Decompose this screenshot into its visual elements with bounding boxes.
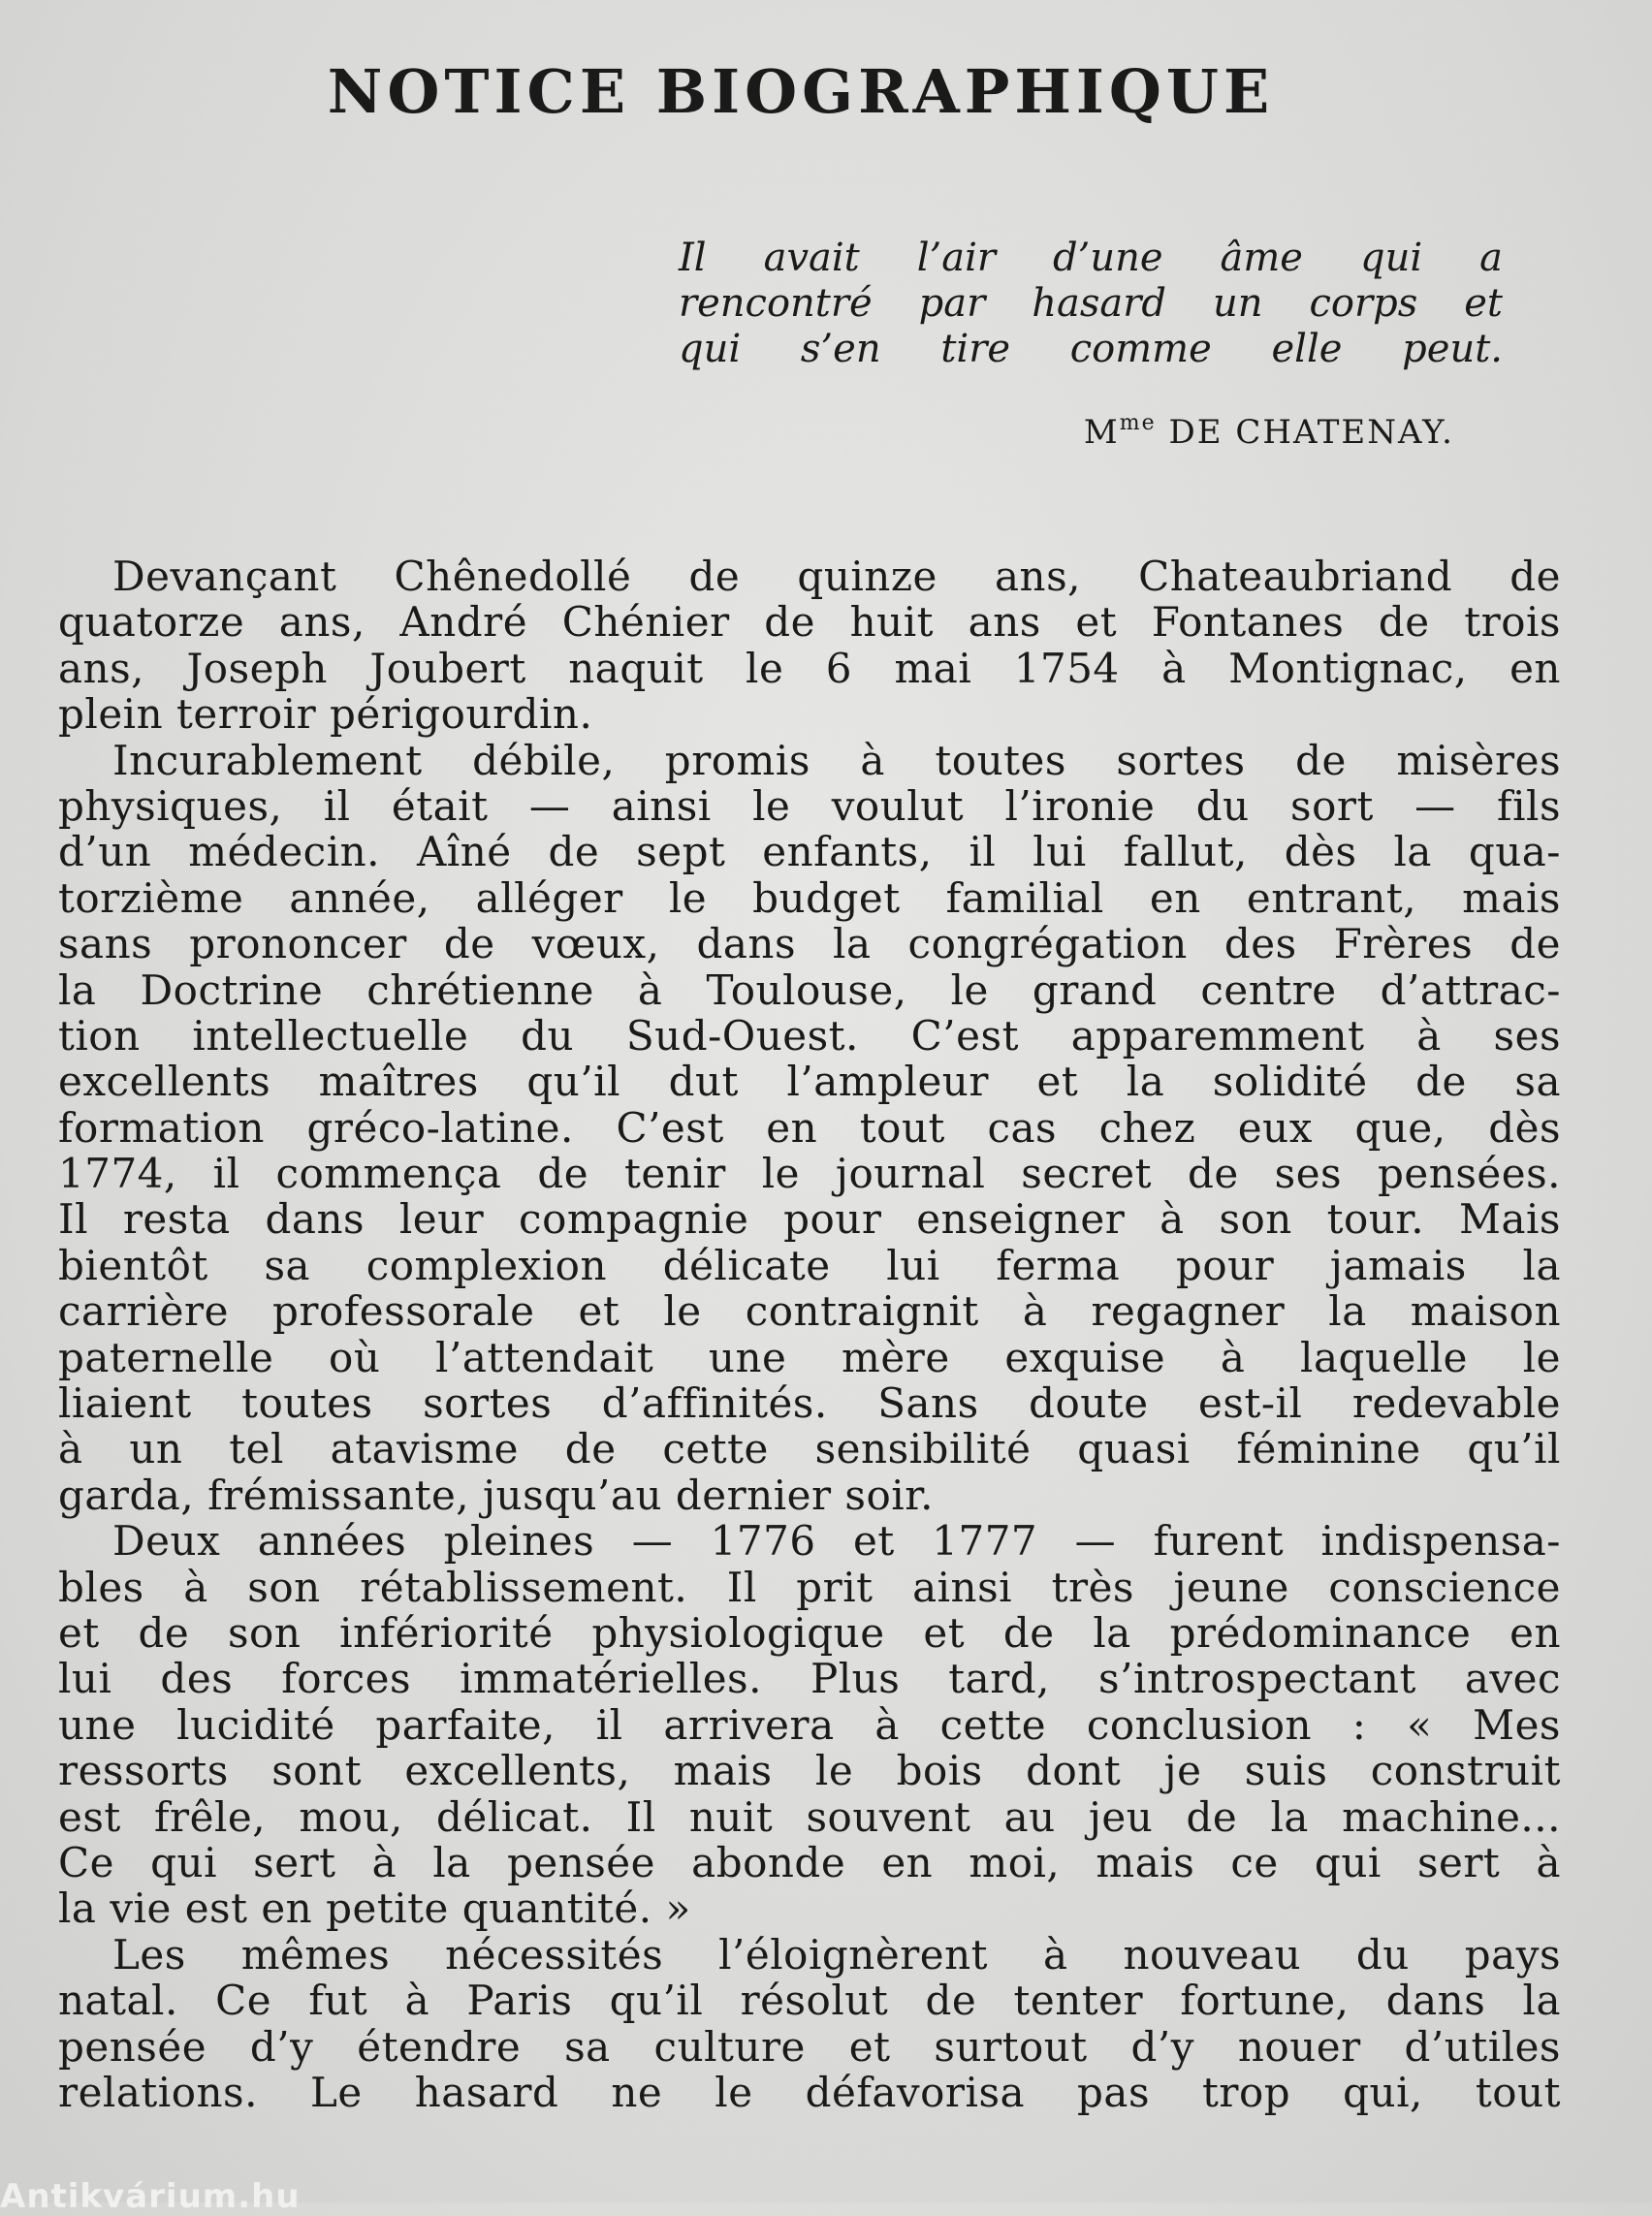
attribution-name: DE CHATENAY.	[1168, 413, 1454, 452]
paragraph-line: physiques, il était — ainsi le voulut l’ironie du sort — fils	[58, 781, 1561, 830]
paragraph-line: tion intellectuelle du Sud-Ouest. C’est apparemment à ses	[58, 1011, 1561, 1060]
epigraph-line: Il avait l’air d’une âme qui a	[679, 236, 1503, 280]
paragraph-line: Deux années pleines — 1776 et 1777 — furent indispensa-	[112, 1517, 1561, 1566]
paragraph-line: bientôt sa complexion délicate lui ferma pour jamais la	[58, 1241, 1561, 1289]
paragraph-line: natal. Ce fut à Paris qu’il résolut de tenter fortune, dans la	[58, 1977, 1561, 2025]
paragraph-line: Les mêmes nécessités l’éloignèrent à nouveau du pays	[112, 1930, 1561, 1979]
paragraph-line: Devançant Chênedollé de quinze ans, Chateaubriand de	[112, 553, 1561, 600]
paragraph-line: et de son infériorité physiologique et de la prédominance en	[58, 1608, 1561, 1657]
paragraph-line: 1774, il commença de tenir le journal secret de ses pensées.	[58, 1150, 1561, 1198]
paragraph-line: carrière professorale et le contraignit à regagner la maison	[58, 1287, 1561, 1336]
paragraph-line: sans prononcer de vœux, dans la congrégation des Frères de	[58, 920, 1561, 968]
paragraph-line: bles à son rétablissement. Il prit ainsi très jeune conscience	[58, 1563, 1561, 1611]
paragraph-line: Ce qui sert à la pensée abonde en moi, mais ce qui sert à	[58, 1838, 1561, 1886]
paragraph-line: paternelle où l’attendait une mère exquise à laquelle le	[58, 1333, 1561, 1381]
paragraph-line: quatorze ans, André Chénier de huit ans et Fontanes de trois	[58, 598, 1561, 647]
paragraph-line: garda, frémissante, jusqu’au dernier soir.	[58, 1471, 935, 1519]
paragraph-line: ressorts sont excellents, mais le bois dont je suis construit	[58, 1747, 1561, 1795]
paragraph-line: Il resta dans leur compagnie pour enseigner à son tour. Mais	[58, 1195, 1561, 1244]
paragraph-line: la Doctrine chrétienne à Toulouse, le grand centre d’attrac-	[58, 966, 1561, 1014]
paragraph-line: pensée d’y étendre sa culture et surtout d’y nouer d’utiles	[58, 2022, 1561, 2071]
paragraph-line: liaient toutes sortes d’affinités. Sans doute est-il redevable	[58, 1379, 1561, 1428]
attribution-superscript: me	[1119, 411, 1157, 435]
attribution-prefix: M	[1083, 413, 1120, 452]
paragraph-line: formation gréco-latine. C’est en tout cas chez eux que, dès	[58, 1103, 1561, 1152]
paragraph-line: une lucidité parfaite, il arrivera à cette conclusion : « Mes	[58, 1700, 1561, 1749]
epigraph-line: rencontré par hasard un corps et	[679, 281, 1503, 326]
paragraph-line: relations. Le hasard ne le défavorisa pas trop qui, tout	[58, 2068, 1561, 2116]
epigraph-line: qui s’en tire comme elle peut.	[679, 327, 1503, 371]
body-text	[58, 554, 1561, 2115]
paragraph-line: Incurablement débile, promis à toutes sortes de misères	[112, 736, 1561, 784]
paragraph-line: excellents maîtres qu’il dut l’ampleur et la solidité de sa	[58, 1058, 1561, 1106]
paragraph-line: la vie est en petite quantité. »	[58, 1884, 691, 1933]
epigraph	[679, 236, 1503, 372]
paragraph-line: ans, Joseph Joubert naquit le 6 mai 1754 à Montignac, en	[58, 644, 1561, 692]
paragraph-line: lui des forces immatérielles. Plus tard, s’introspectant avec	[58, 1655, 1561, 1703]
epigraph-attribution	[969, 411, 1454, 452]
paragraph-line: d’un médecin. Aîné de sept enfants, il lui fallut, dès la qua-	[58, 828, 1561, 876]
watermark: Antikvárium.hu	[0, 2177, 301, 2216]
paragraph-line: torzième année, alléger le budget familial en entrant, mais	[58, 873, 1561, 922]
paragraph-line: à un tel atavisme de cette sensibilité quasi féminine qu’il	[58, 1425, 1561, 1473]
paragraph-line: est frêle, mou, délicat. Il nuit souvent au jeu de la machine...	[58, 1792, 1561, 1841]
page-title: NOTICE BIOGRAPHIQUE	[327, 56, 1275, 127]
paragraph-line: plein terroir périgourdin.	[58, 690, 593, 739]
